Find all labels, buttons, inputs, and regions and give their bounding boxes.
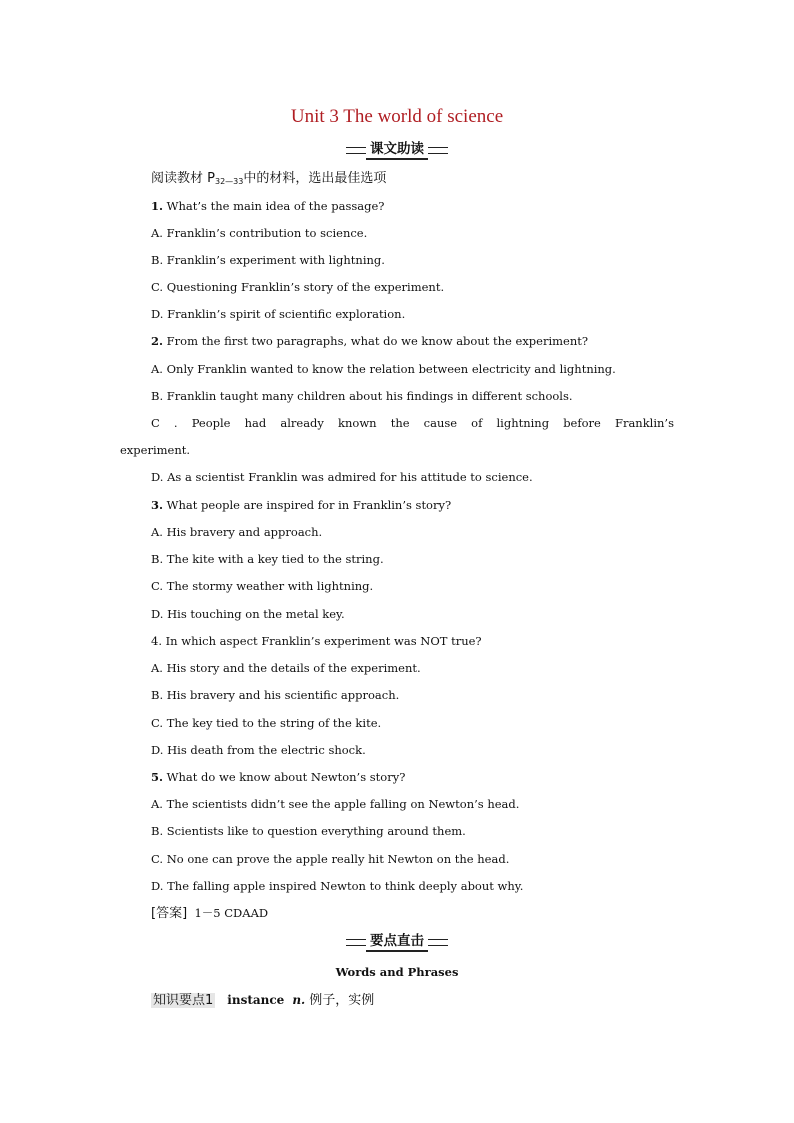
instruction-line xyxy=(151,171,386,190)
section-banner-text-guide xyxy=(0,138,794,162)
question-text: What’s the main idea of the passage? xyxy=(163,199,385,213)
q5-option-a: A. The scientists didn’t see the apple falling on Newton’s head. xyxy=(151,797,520,811)
q1-option-d: D. Franklin’s spirit of scientific exploration. xyxy=(151,307,406,321)
question-number: 2. xyxy=(151,334,164,348)
question-number: 3. xyxy=(151,498,164,512)
q2-option-a: A. Only Franklin wanted to know the relation between electricity and lightning. xyxy=(151,362,616,376)
q3-option-c: C. The stormy weather with lightning. xyxy=(151,579,374,593)
q1-option-b: B. Franklin’s experiment with lightning. xyxy=(151,253,385,267)
banner-rule-left xyxy=(346,939,366,946)
section-banner-key-points xyxy=(0,930,794,954)
knowledge-point-tag: 知识要点1 xyxy=(153,993,214,1008)
banner-rule-right xyxy=(428,939,448,946)
q2-option-d: D. As a scientist Franklin was admired for his attitude to science. xyxy=(151,470,533,484)
q5-option-c: C. No one can prove the apple really hit Newton on the head. xyxy=(151,852,510,866)
instruction-text: 阅读教材 P xyxy=(151,171,215,186)
answer-key xyxy=(151,905,268,922)
banner-rule-left xyxy=(346,147,366,154)
part-of-speech: n. xyxy=(292,993,306,1007)
q4-option-d: D. His death from the electric shock. xyxy=(151,743,366,757)
answer-label: [答案] xyxy=(151,906,188,921)
word-definition: 例子，实例 xyxy=(309,993,375,1008)
q4-option-b: B. His bravery and his scientific approach. xyxy=(151,688,400,702)
q5-option-b: B. Scientists like to question everything around them. xyxy=(151,824,466,838)
question-1 xyxy=(151,198,384,214)
q2-option-c: C . People had already known the cause of lightning before Franklin’s xyxy=(151,416,674,430)
vocab-word: instance xyxy=(227,993,285,1007)
page-title: Unit 3 The world of science xyxy=(290,106,504,127)
knowledge-point-1 xyxy=(151,992,374,1009)
question-text: What people are inspired for in Franklin’s story? xyxy=(163,498,452,512)
question-3 xyxy=(151,497,451,513)
q2-option-b: B. Franklin taught many children about his findings in different schools. xyxy=(151,389,573,403)
question-number: 5. xyxy=(151,770,164,784)
question-2 xyxy=(151,333,588,349)
q5-option-d: D. The falling apple inspired Newton to think deeply about why. xyxy=(151,879,524,893)
instruction-subscript: 32—33 xyxy=(214,177,244,186)
question-text: What do we know about Newton’s story? xyxy=(163,770,406,784)
question-text: In which aspect Franklin’s experiment was NOT true? xyxy=(161,634,482,648)
instruction-text-end: 中的材料，选出最佳选项 xyxy=(243,171,387,186)
banner-label: 要点直击 xyxy=(366,933,428,952)
question-number: 1. xyxy=(151,199,164,213)
question-text: From the first two paragraphs, what do we know about the experiment? xyxy=(163,334,589,348)
banner-rule-right xyxy=(428,147,448,154)
q4-option-a: A. His story and the details of the experiment. xyxy=(151,661,421,675)
banner-label: 课文助读 xyxy=(366,141,428,160)
question-number: 4. xyxy=(151,634,162,648)
answer-value: 1－5 CDAAD xyxy=(194,906,269,920)
q4-option-c: C. The key tied to the string of the kite. xyxy=(151,716,382,730)
words-and-phrases-heading: Words and Phrases xyxy=(335,965,459,979)
question-5 xyxy=(151,769,405,785)
q1-option-c: C. Questioning Franklin’s story of the experiment. xyxy=(151,280,445,294)
q1-option-a: A. Franklin’s contribution to science. xyxy=(151,226,368,240)
q3-option-b: B. The kite with a key tied to the string. xyxy=(151,552,384,566)
q3-option-a: A. His bravery and approach. xyxy=(151,525,323,539)
q3-option-d: D. His touching on the metal key. xyxy=(151,607,345,621)
question-4 xyxy=(151,633,482,649)
q2-option-c-continued: experiment. xyxy=(120,443,191,457)
